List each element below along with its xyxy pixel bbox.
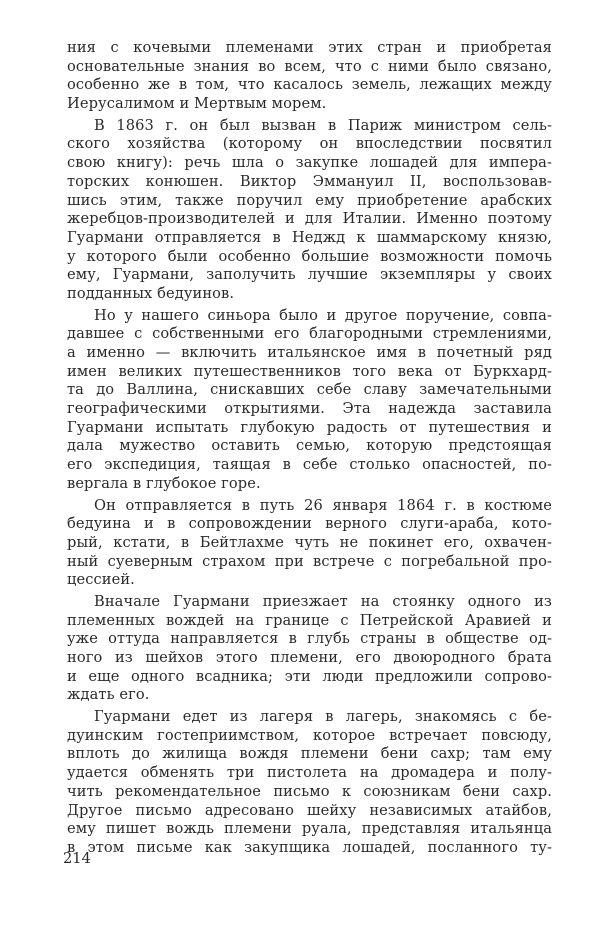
text-line: В 1863 г. он был вызван в Париж министром сель- [94,116,552,134]
text-line: у которого были особенно большие возможности помочь [67,247,552,265]
text-line: чить рекомендательное письмо к союзникам бени сахр. [67,782,552,800]
text-line: ждать его. [67,686,150,704]
text-line: особенно же в том, что касалось земель, лежащих между [67,76,552,94]
paragraph [67,593,552,705]
text-line: и еще одного всадника; эти люди предложили сопрово- [67,667,552,685]
text-line: Но у нашего синьора было и другое поручение, совпа- [94,306,552,324]
paragraph [67,117,552,304]
text-line: имен великих путешественников того века от Буркхард- [67,362,552,380]
text-line: вплоть до жилища вождя племени бени сахр; там ему [67,745,552,763]
text-line: географическими открытиями. Эта надежда заставила [67,400,552,418]
text-line: шись этим, также поручил ему приобретение арабских [67,191,552,209]
text-line: Он отправляется в путь 26 января 1864 г. в костюме [94,496,552,514]
text-line: бедуина и в сопровождении верного слуги-араба, кото- [67,515,552,533]
text-line: давшее с собственными его благородными стремлениями, [67,325,552,343]
paragraph [67,307,552,494]
text-line: та до Валлина, снискавших себе славу замечательными [67,381,552,399]
text-line: рый, кстати, в Бейтлахме чуть не покинет его, охвачен- [67,533,552,551]
text-line: ского хозяйства (которому он впоследствии посвятил [67,135,552,153]
text-line: Гуармани едет из лагеря в лагерь, знакомясь с бе- [94,708,552,726]
text-line: Другое письмо адресовано шейху независимых атайбов, [67,801,552,819]
text-line: цессией. [67,571,135,589]
paragraph [67,497,552,590]
text-line: основательные знания во всем, что с ними было связано, [67,57,552,75]
text-line: дала мужество оставить семью, которую предстоящая [67,437,552,455]
text-line: удается обменять три пистолета на дромадера и полу- [67,764,552,782]
text-line: его экспедиция, таящая в себе столько опасностей, по- [67,456,552,474]
text-line: ния с кочевыми племенами этих стран и приобретая [67,39,552,56]
text-line: ему пишет вождь племени руала, представляя итальянца [67,820,552,838]
text-line: Гуармани отправляется в Неджд к шаммарскому князю, [67,228,552,246]
text-line: дуинским гостеприимством, которое встречает повсюду, [67,726,552,744]
text-line: торских конюшен. Виктор Эммануил II, воспользовав- [67,172,552,190]
text-line: ного из шейхов этого племени, его двоюродного брата [67,649,552,666]
text-line: вергала в глубокое горе. [67,474,261,492]
text-line: а именно — включить итальянское имя в почетный ряд [67,344,552,361]
text-line: в этом письме как закупщика лошадей, посланного ту- [67,838,552,856]
text-line: жеребцов-производителей и для Италии. Именно поэтому [67,210,552,228]
text-line: племенных вождей на границе с Петрейской Аравией и [67,611,552,629]
text-line: подданных бедуинов. [67,284,235,302]
text-line: Вначале Гуармани приезжает на стоянку одного из [94,592,552,610]
page-body [67,39,552,861]
page-number: 214 [63,850,91,867]
text-line: ему, Гуармани, заполучить лучшие экземпляры у своих [67,266,552,284]
text-line: уже оттуда направляется в глубь страны в обществе од- [67,630,552,648]
text-line: Иерусалимом и Мертвым морем. [67,95,327,113]
paragraph [67,708,552,858]
text-line: свою книгу): речь шла о закупке лошадей для импера- [67,154,552,172]
text-line: ный суеверным страхом при встрече с погребальной про- [67,552,552,570]
paragraph [67,39,552,114]
text-line: Гуармани испытать глубокую радость от путешествия и [67,418,552,436]
